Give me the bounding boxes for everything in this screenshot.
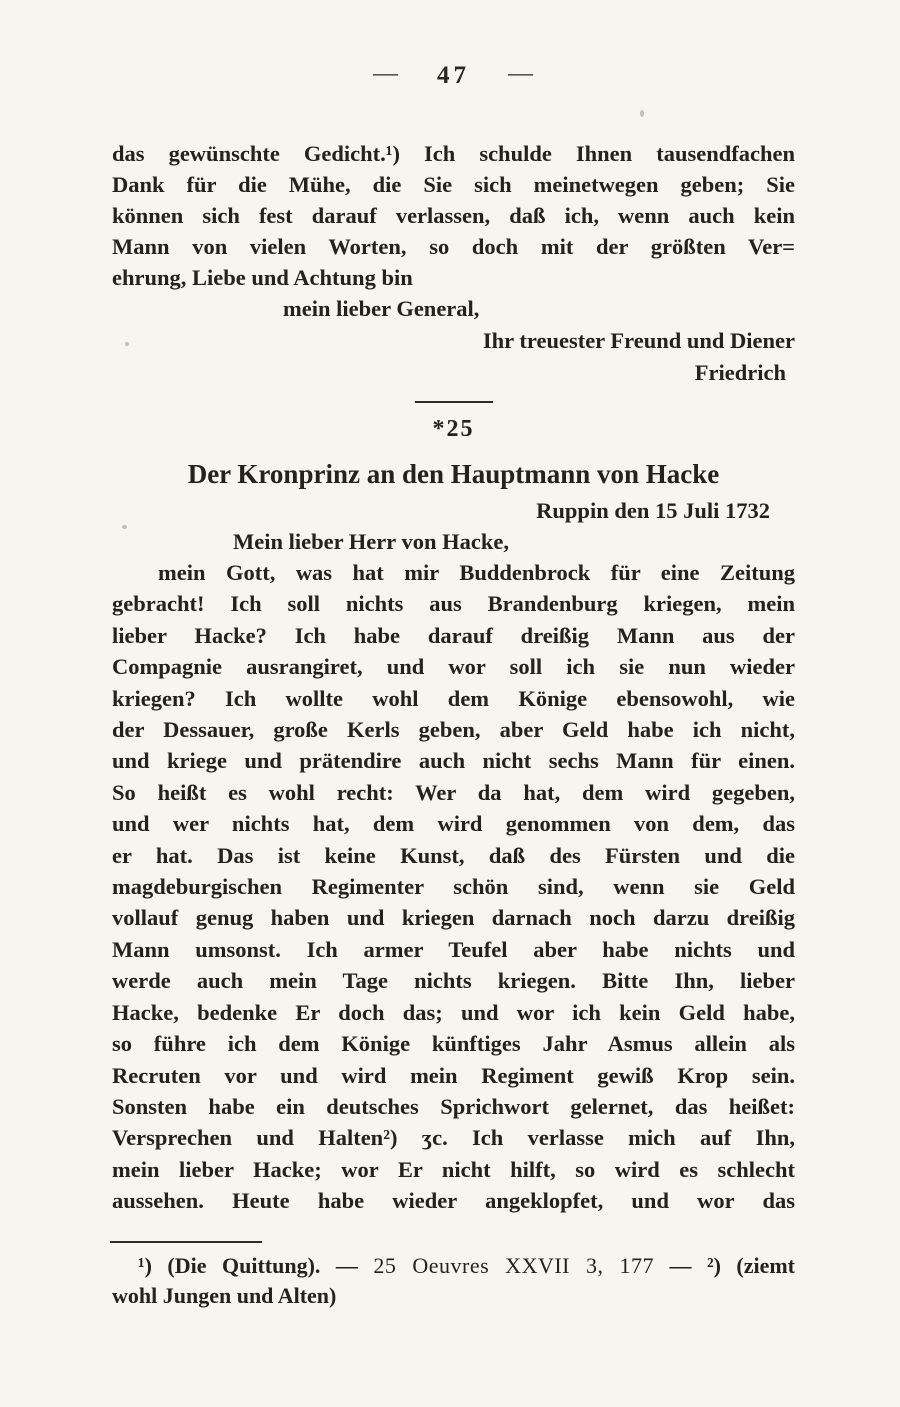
text-line: aussehen. Heute habe wieder angeklopfet, und wor das (112, 1188, 795, 1214)
scan-speck (640, 110, 644, 117)
text-line: Dank für die Mühe, die Sie sich meinetwegen geben; Sie (112, 172, 795, 197)
letter-25 (112, 416, 795, 1217)
text-line: vollauf genug haben und kriegen darnach noch darzu dreißig (112, 905, 795, 931)
text-line: der Dessauer, große Kerls geben, aber Geld habe ich nicht, (112, 717, 795, 743)
signature-friedrich: Friedrich (694, 360, 786, 385)
page-number: 47 (437, 62, 470, 89)
text-line: mein Gott, was hat mir Buddenbrock für eine Zeitung (158, 560, 795, 585)
text-line: das gewünschte Gedicht.¹) Ich schulde Ihnen tausendfachen (112, 141, 795, 166)
text-line: magdeburgischen Regimenter schön sind, wenn sie Geld (112, 874, 795, 900)
text-line: Hacke, bedenke Er doch das; und wor ich kein Geld habe, (112, 999, 795, 1025)
text-line: und kriege und prätendire auch nicht sechs Mann für einen. (112, 748, 795, 774)
text-line: und wer nichts hat, dem wird genommen von dem, das (112, 811, 795, 837)
footnote-line (112, 1251, 795, 1281)
dateline: Ruppin den 15 Juli 1732 (536, 498, 770, 523)
text-line: Versprechen und Halten²) ʒc. Ich verlasse mich auf Ihn, (112, 1125, 795, 1151)
letter-salutation: Mein lieber Herr von Hacke, (233, 529, 509, 554)
text-line: Mann von vielen Worten, so doch mit der größten Ver= (112, 234, 795, 259)
text-block (112, 138, 795, 1311)
letter-number: *25 (432, 416, 475, 442)
text-line: Sonsten habe ein deutsches Sprichwort gelernet, das heißet: (112, 1093, 795, 1119)
text-line: so führe ich dem Könige künftiges Jahr Asmus allein als (112, 1031, 795, 1057)
text-line: werde auch mein Tage nichts kriegen. Bitte Ihn, lieber (112, 968, 795, 994)
footnote-line: wohl Jungen und Alten) (112, 1282, 337, 1308)
letter-24-ending (112, 138, 795, 389)
letter-heading: Der Kronprinz an den Hauptmann von Hacke (187, 459, 720, 489)
header-dash-right: — (508, 60, 534, 87)
text-line: können sich fest darauf verlassen, daß ich, wenn auch kein (112, 203, 795, 228)
footnote-area (112, 1241, 795, 1311)
page-header (112, 62, 795, 90)
header-dash-left: — (373, 60, 399, 87)
closing-role-line: Ihr treuester Freund und Diener (482, 328, 795, 353)
text-line: mein lieber Hacke; wor Er nicht hilft, so wird es schlecht (112, 1156, 795, 1182)
closing-salutation: mein lieber General, (283, 296, 480, 321)
text-line: Mann umsonst. Ich armer Teufel aber habe nichts und (112, 936, 795, 962)
section-divider-rule (415, 401, 493, 403)
text-line: kriegen? Ich wollte wohl dem Könige ebensowohl, wie (112, 685, 795, 711)
text-line: lieber Hacke? Ich habe darauf dreißig Mann aus der (112, 622, 795, 648)
text-line: ehrung, Liebe und Achtung bin (112, 265, 413, 290)
footnote-rule (110, 1241, 262, 1243)
text-line: er hat. Das ist keine Kunst, daß des Fürsten und die (112, 842, 795, 868)
text-line: So heißt es wohl recht: Wer da hat, dem wird gegeben, (112, 779, 795, 805)
text-line: gebracht! Ich soll nichts aus Brandenburg kriegen, mein (112, 591, 795, 617)
text-line: Compagnie ausrangiret, und wor soll ich sie nun wieder (112, 654, 795, 680)
footnote-source-reference: 25 Oeuvres XXVII 3, 177 (373, 1252, 654, 1278)
text-line: Recruten vor und wird mein Regiment gewiß Krop sein. (112, 1062, 795, 1088)
footnote-1-text: ¹) (Die Quittung). — (138, 1252, 374, 1278)
footnote-2-text: — ²) (ziemt (653, 1252, 796, 1278)
